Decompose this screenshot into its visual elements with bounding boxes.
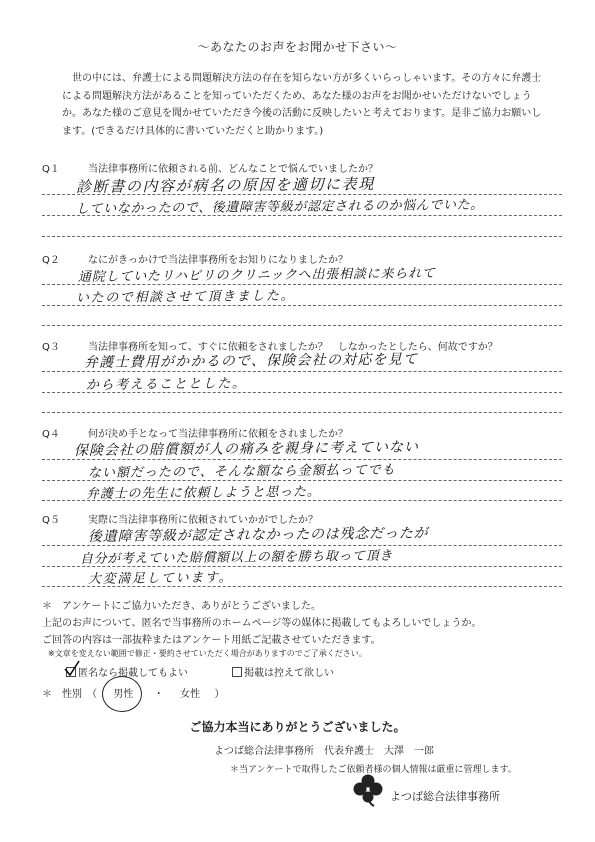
answer-2-line-1: 通院していたリハビリのクリニックへ出張相談に来られて [77,266,436,285]
answer-rule [42,305,562,306]
clover-logo-icon [350,772,386,808]
answer-5-line-1: 後遺障害等級が認定されなかったのは残念だったが [87,525,429,545]
selection-circle [102,676,142,712]
consent-note: ※文章を変えない範囲で修正・要約させていただく場合がありますのでご了承ください。 [48,649,367,658]
answer-4-line-2: ない額だったので、そんな額なら金額払ってでも [87,462,396,481]
question-2-text: なにがきっかけで当法律事務所をお知りになりましたか？ [88,255,348,266]
question-1-label: Q１ [42,164,60,175]
question-3-text: 当法律事務所を知って、すぐに依頼をされましたか？ しなかったとしたら、何故ですか？ [88,342,498,353]
gender-male[interactable]: 男性 [113,689,134,700]
intro-line: による問題解決方法があることを知っていただくため、あなた様のお声をお聞かせいただけないでしょう [62,90,532,102]
footer-signature: よつば総合法律事務所 代表弁護士 大澤 一郎 [214,746,434,757]
answer-rule [42,392,562,393]
answer-rule [42,500,562,501]
option-decline[interactable] [232,664,334,679]
option-anonymous-label: 匿名なら掲載してもよい [78,668,188,679]
question-1-text: 当法律事務所に依頼される前、どんなことで悩んでいましたか？ [88,164,378,175]
intro-paragraph [62,70,554,140]
answer-4-line-1: 保険会社の賠償額が人の痛みを親身に考えていない [73,439,420,459]
answer-rule [42,236,562,237]
answer-1-line-1: 診断書の内容が病名の原因を適切に表現 [75,174,375,196]
answer-4-line-3: 弁護士の先生に依頼しようと思った。 [85,484,321,502]
closing-thanks: ＊ アンケートにご協力いただき、ありがとうございました。 [42,601,321,612]
answer-2-line-2: いたので相談させて頂きました。 [75,288,296,306]
page-title: ～あなたのお声をお聞かせ下さい～ [197,40,398,54]
intro-line: 世の中には、弁護士による問題解決方法の存在を知らない方が多くいらっしゃいます。その方々に弁護士 [72,73,542,84]
question-4-text: 何が決め手となって当法律事務所に依頼をされましたか？ [88,429,348,440]
privacy-note: ＊当アンケートで取得したご依頼者様の個人情報は厳重に管理します。 [230,765,517,775]
intro-line: か。あなた様のご意見を聞かせていただき今後の活動に反映したいと考えております。是非ご協力お願いし [62,108,542,119]
answer-rule [42,215,562,216]
checkmark-icon [63,660,81,678]
question-5-text: 実際に当法律事務所に依頼されていかがでしたか？ [88,515,318,526]
intro-line: ます。(できるだけ具体的に書いていただくと助かります。) [62,125,324,137]
answer-1-line-2: していなかったので、後遺障害等級が認定されるのか悩んでいた。 [75,197,484,217]
answer-rule [42,586,562,587]
answer-5-line-3: 大変満足しています。 [87,570,234,587]
answer-3-line-2: から考えることとした。 [85,376,247,393]
question-2-label: Q２ [42,255,60,266]
consent-question: 上記のお声について、匿名で当事務所のホームページ等の媒体に掲載してもよろしいでしょうか。 [42,618,482,629]
footer-thanks: ご協力本当にありがとうございました。 [189,720,406,734]
gender-separator: ・ [153,689,164,700]
question-4-label: Q４ [42,429,60,440]
gender-female[interactable]: 女性 [180,689,201,700]
answer-rule [42,325,562,326]
answer-rule [42,284,562,285]
gender-label: ＊ 性別 （ [42,689,97,700]
answer-rule [42,412,562,413]
option-decline-label: 掲載は控えて欲しい [244,668,334,679]
question-3-label: Q３ [42,342,60,353]
answer-5-line-2: 自分が考えていた賠償額以上の額を勝ち取って頂き [79,548,393,567]
brand-name: よつば総合法律事務所 [390,790,500,803]
question-5-label: Q５ [42,515,60,526]
answer-rule [42,371,562,372]
answer-3-line-1: 弁護士費用がかかるので、保険会社の対応を見て [83,351,419,371]
gender-close: ） [214,689,225,700]
consent-detail: ご回答の内容は一部抜粋またはアンケート用紙ご記載させていただきます。 [42,635,381,646]
checkbox[interactable] [232,667,242,677]
